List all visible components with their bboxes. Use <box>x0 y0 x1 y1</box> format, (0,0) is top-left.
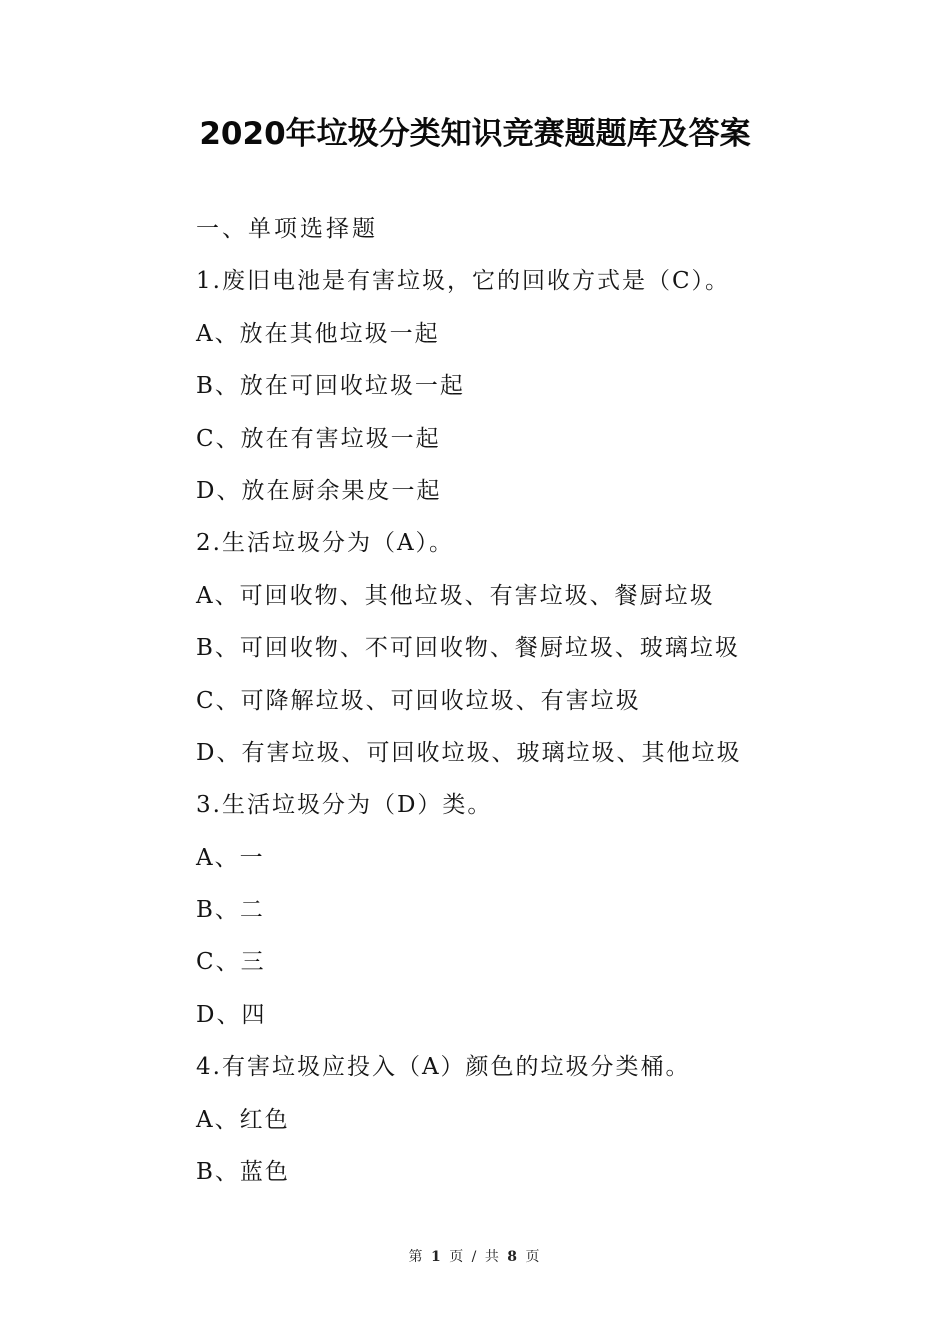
question-4-option-a: A、红色 <box>196 1106 290 1133</box>
question-2-option-a: A、可回收物、其他垃圾、有害垃圾、餐厨垃圾 <box>196 582 715 609</box>
page-footer <box>0 1246 950 1266</box>
document-body <box>196 210 876 1205</box>
question-2: 2.生活垃圾分为（A）。 <box>196 530 455 557</box>
question-1: 1.废旧电池是有害垃圾，它的回收方式是（C）。 <box>196 268 731 295</box>
section-heading: 一、单项选择题 <box>196 216 378 242</box>
question-3-option-b: B、二 <box>196 897 265 924</box>
question-1-option-a: A、放在其他垃圾一起 <box>196 320 440 347</box>
question-1-option-c: C、放在有害垃圾一起 <box>196 425 441 452</box>
question-3-option-c: C、三 <box>196 949 266 976</box>
total-pages-number: 8 <box>507 1249 520 1265</box>
question-3-option-d: D、四 <box>196 1001 267 1028</box>
footer-total-unit: 页 <box>525 1249 542 1265</box>
question-2-option-c: C、可降解垃圾、可回收垃圾、有害垃圾 <box>196 687 641 714</box>
footer-total-prefix: 共 <box>484 1249 501 1265</box>
current-page-number: 1 <box>430 1249 443 1265</box>
footer-prefix: 第 <box>408 1249 425 1265</box>
question-3-option-a: A、一 <box>196 844 265 871</box>
question-4-option-b: B、蓝色 <box>196 1159 290 1186</box>
question-2-option-b: B、可回收物、不可回收物、餐厨垃圾、玻璃垃圾 <box>196 635 740 662</box>
footer-separator: / <box>471 1249 479 1265</box>
question-2-option-d: D、有害垃圾、可回收垃圾、玻璃垃圾、其他垃圾 <box>196 739 742 766</box>
question-1-option-b: B、放在可回收垃圾一起 <box>196 373 465 400</box>
question-1-option-d: D、放在厨余果皮一起 <box>196 477 442 504</box>
question-3: 3.生活垃圾分为（D）类。 <box>196 792 493 819</box>
question-4: 4.有害垃圾应投入（A）颜色的垃圾分类桶。 <box>196 1054 691 1081</box>
document-title: 2020年垃圾分类知识竞赛题题库及答案 <box>199 116 751 152</box>
footer-page-unit: 页 <box>449 1249 466 1265</box>
